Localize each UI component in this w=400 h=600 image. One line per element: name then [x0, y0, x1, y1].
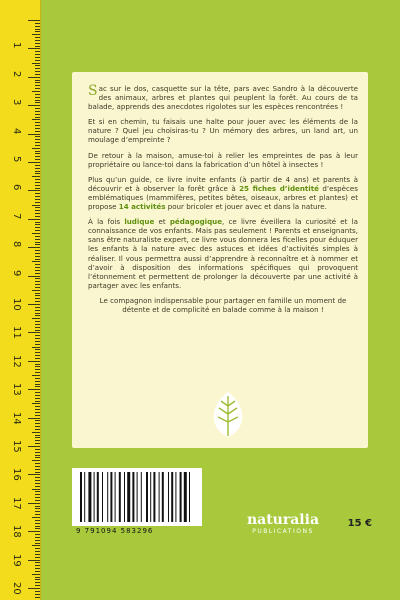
ruler-tick [35, 117, 40, 118]
ruler-tick [35, 222, 40, 223]
ruler-tick [35, 591, 40, 592]
ruler-tick [28, 304, 40, 305]
barcode-bar [115, 472, 116, 522]
ruler-tick [35, 114, 40, 115]
ruler-tick [28, 105, 40, 106]
ruler-tick [28, 361, 40, 362]
ruler-tick [35, 236, 40, 237]
paragraph-3: De retour à la maison, amuse-toi à relier les empreintes de pas à leur propriétaire ou lance-toi dans la fabrication d’un hôtel à insectes ! [88, 150, 358, 169]
ruler-tick [32, 545, 40, 546]
ruler-tick [35, 497, 40, 498]
barcode-bar [102, 472, 103, 522]
ruler-number: 19 [11, 553, 22, 567]
ruler-number: 12 [11, 354, 22, 368]
ruler-tick [35, 295, 40, 296]
ruler-tick [35, 344, 40, 345]
ruler-tick [28, 219, 40, 220]
ruler-tick [35, 29, 40, 30]
ruler-tick [28, 134, 40, 135]
ruler-tick [35, 557, 40, 558]
ruler-tick [35, 491, 40, 492]
barcode-bar [97, 472, 99, 522]
ruler-tick [35, 548, 40, 549]
ruler-number: 1 [11, 42, 22, 49]
ruler-tick [35, 307, 40, 308]
description-text [88, 84, 358, 320]
ruler-tick [35, 440, 40, 441]
ruler-tick [35, 577, 40, 578]
barcode-bar [119, 472, 121, 522]
barcode-bar [110, 472, 112, 522]
ruler-tick [35, 369, 40, 370]
ruler-tick [32, 347, 40, 348]
publisher-name: naturalia [246, 512, 320, 528]
ruler-tick [35, 156, 40, 157]
barcode-bar [153, 472, 155, 522]
barcode-bar [94, 472, 95, 522]
ruler-tick [35, 457, 40, 458]
ruler-tick [35, 102, 40, 103]
ruler-number: 8 [11, 241, 22, 248]
ruler-tick [35, 193, 40, 194]
ruler [0, 0, 41, 600]
ruler-tick [32, 205, 40, 206]
ruler-tick [35, 151, 40, 152]
ruler-number: 9 [11, 269, 22, 276]
barcode-bar [132, 472, 134, 522]
ruler-tick [35, 543, 40, 544]
ruler-tick [35, 171, 40, 172]
ruler-tick [35, 477, 40, 478]
ruler-tick [28, 474, 40, 475]
ruler-tick [35, 284, 40, 285]
ruler-tick [35, 338, 40, 339]
ruler-tick [35, 31, 40, 32]
ruler-tick [35, 352, 40, 353]
ruler-tick [35, 88, 40, 89]
ruler-tick [35, 327, 40, 328]
ruler-tick [32, 63, 40, 64]
ruler-tick [35, 46, 40, 47]
ruler-tick [35, 60, 40, 61]
ruler-tick [35, 506, 40, 507]
ruler-tick [28, 389, 40, 390]
ruler-number: 11 [11, 326, 22, 340]
barcode-bar [127, 472, 130, 522]
publisher-logo [238, 512, 328, 535]
ruler-tick [32, 489, 40, 490]
ruler-tick [28, 531, 40, 532]
ruler-tick [35, 51, 40, 52]
ruler-tick [35, 224, 40, 225]
ruler-tick [35, 139, 40, 140]
ruler-tick [35, 145, 40, 146]
ruler-tick [35, 85, 40, 86]
ruler-tick [35, 528, 40, 529]
ruler-tick [35, 202, 40, 203]
drop-cap: S [88, 83, 98, 99]
ruler-number: 6 [11, 184, 22, 191]
ruler-tick [35, 165, 40, 166]
ruler-tick [35, 97, 40, 98]
ruler-tick [28, 560, 40, 561]
ruler-tick [35, 520, 40, 521]
ruler-tick [35, 244, 40, 245]
price: 15 € [347, 518, 372, 529]
paragraph-4-part-a: Plus qu’un guide, ce livre invite enfants (à partir de 4 ans) et parents à découvrir et à observer la forêt grâce à [88, 174, 358, 193]
ruler-tick [35, 386, 40, 387]
ruler-tick [35, 256, 40, 257]
ruler-tick [35, 173, 40, 174]
ruler-tick [35, 500, 40, 501]
ruler-tick [35, 40, 40, 41]
ruler-tick [35, 54, 40, 55]
ruler-tick [35, 37, 40, 38]
ruler-tick [35, 196, 40, 197]
ruler-tick [35, 153, 40, 154]
barcode-bar [146, 472, 148, 522]
ruler-tick [35, 537, 40, 538]
ruler-tick [35, 65, 40, 66]
ruler-tick [35, 210, 40, 211]
ruler-tick [35, 437, 40, 438]
ruler-tick [32, 375, 40, 376]
ruler-tick [35, 82, 40, 83]
paragraph-5-part-a: À la fois [88, 217, 121, 227]
ruler-tick [35, 179, 40, 180]
ruler-tick [35, 168, 40, 169]
ruler-tick [35, 466, 40, 467]
ruler-tick [28, 503, 40, 504]
ruler-tick [35, 486, 40, 487]
ruler-tick [28, 48, 40, 49]
ruler-tick [35, 392, 40, 393]
ruler-tick [35, 480, 40, 481]
ruler-tick [35, 366, 40, 367]
ruler-tick [35, 378, 40, 379]
ruler-tick [35, 381, 40, 382]
highlight-ludique: ludique [124, 217, 155, 227]
ruler-tick [28, 588, 40, 589]
ruler-tick [35, 426, 40, 427]
barcode-number: 9 791094 583296 [76, 527, 154, 535]
publisher-sub: PUBLICATIONS [252, 528, 314, 535]
ruler-tick [32, 318, 40, 319]
ruler-tick [35, 449, 40, 450]
ruler-number: 14 [11, 411, 22, 425]
ruler-tick [35, 182, 40, 183]
ruler-tick [35, 80, 40, 81]
ruler-tick [35, 335, 40, 336]
ruler-tick [35, 264, 40, 265]
ruler-number: 18 [11, 525, 22, 538]
ruler-tick [35, 57, 40, 58]
ruler-tick [35, 483, 40, 484]
barcode-bar [180, 472, 182, 522]
ruler-tick [35, 207, 40, 208]
ruler-tick [35, 273, 40, 274]
ruler-tick [35, 242, 40, 243]
ruler-tick [35, 321, 40, 322]
ruler-tick [35, 287, 40, 288]
paragraph-4 [88, 175, 358, 211]
ruler-tick [28, 162, 40, 163]
ruler-tick [35, 188, 40, 189]
paragraph-5-part-c: et [158, 217, 166, 227]
ruler-number: 2 [11, 70, 22, 78]
ruler-tick [35, 43, 40, 44]
ruler-tick [35, 398, 40, 399]
ruler-tick [35, 26, 40, 27]
ruler-tick [28, 446, 40, 447]
ruler-tick [35, 452, 40, 453]
paragraph-1 [88, 84, 358, 111]
highlight-pedagogique: pédagogique [169, 217, 223, 227]
ruler-tick [32, 119, 40, 120]
ruler-tick [35, 293, 40, 294]
ruler-tick [35, 185, 40, 186]
paragraph-5-part-e: , ce livre éveillera la curiosité et la connaissance de vos enfants. Mais pas seulement ! Parents et enseignants, sans être naturaliste expert, ce livre vous donnera les ficelles pour éduquer les enfants à la nature avec des astuces et idées d’activités simples à réaliser. Il vous permettra aussi d’apprendre à reconnaître et à nommer et d’avoir à disposition des informations spécifiques qui provoquent l’étonnement et permettent de prolonger la découverte par une activité à partager avec les enfants. [88, 217, 358, 290]
ruler-tick [35, 213, 40, 214]
ruler-tick [35, 355, 40, 356]
ruler-tick [35, 74, 40, 75]
ruler-tick [35, 250, 40, 251]
ruler-tick [35, 71, 40, 72]
ruler-tick [35, 136, 40, 137]
ruler-tick [35, 423, 40, 424]
ruler-tick [35, 511, 40, 512]
ruler-tick [35, 494, 40, 495]
ruler-tick [28, 20, 40, 21]
ruler-tick [32, 432, 40, 433]
ruler-number: 13 [11, 383, 22, 396]
ruler-tick [35, 278, 40, 279]
barcode [72, 468, 202, 526]
barcode-bar [189, 472, 190, 522]
ruler-tick [32, 148, 40, 149]
ruler-tick [35, 412, 40, 413]
leaf-icon [209, 390, 247, 438]
ruler-tick [35, 562, 40, 563]
ruler-tick [28, 247, 40, 248]
ruler-tick [35, 364, 40, 365]
ruler-tick [35, 230, 40, 231]
ruler-tick [35, 508, 40, 509]
ruler-tick [35, 443, 40, 444]
ruler-tick [28, 332, 40, 333]
ruler-tick [35, 551, 40, 552]
ruler-tick [32, 91, 40, 92]
ruler-number: 15 [11, 440, 22, 453]
ruler-tick [35, 253, 40, 254]
ruler-tick [35, 68, 40, 69]
ruler-tick [35, 568, 40, 569]
ruler-tick [35, 125, 40, 126]
paragraph-2: Et si en chemin, tu faisais une halte pour jouer avec les éléments de la nature ? Quel jeu choisiras-tu ? Un mémory des arbres, un land art, un moulage d’empreinte ? [88, 117, 358, 145]
ruler-tick [35, 526, 40, 527]
barcode-bar [175, 472, 176, 522]
barcode-bar [88, 472, 91, 522]
ruler-tick [35, 281, 40, 282]
ruler-tick [35, 313, 40, 314]
ruler-tick [35, 301, 40, 302]
ruler-tick [35, 227, 40, 228]
ruler-tick [35, 94, 40, 95]
ruler-tick [35, 429, 40, 430]
ruler-tick [35, 582, 40, 583]
ruler-tick [35, 534, 40, 535]
ruler-tick [35, 159, 40, 160]
ruler-tick [35, 585, 40, 586]
ruler-tick [35, 597, 40, 598]
ruler-tick [32, 261, 40, 262]
ruler-tick [35, 594, 40, 595]
ruler-tick [35, 108, 40, 109]
ruler-tick [35, 372, 40, 373]
barcode-bar [162, 472, 164, 522]
ruler-tick [32, 574, 40, 575]
barcode-bar [137, 472, 138, 522]
ruler-tick [35, 420, 40, 421]
barcode-bar [159, 472, 160, 522]
ruler-tick [35, 270, 40, 271]
ruler-tick [28, 418, 40, 419]
barcode-bar [168, 472, 169, 522]
ruler-number: 17 [11, 496, 22, 510]
paragraph-4-part-e: pour bricoler et jouer avec et dans la nature. [167, 202, 327, 212]
barcode-bar [171, 472, 173, 522]
ruler-tick [35, 267, 40, 268]
ruler-tick [35, 472, 40, 473]
ruler-tick [32, 403, 40, 404]
ruler-tick [35, 409, 40, 410]
paragraph-5 [88, 217, 358, 290]
barcode-bar [124, 472, 125, 522]
ruler-tick [35, 239, 40, 240]
barcode-bar [150, 472, 151, 522]
ruler-tick [35, 330, 40, 331]
ruler-tick [35, 415, 40, 416]
ruler-tick [35, 100, 40, 101]
barcode-bar [80, 472, 82, 522]
ruler-tick [35, 565, 40, 566]
ruler-tick [28, 276, 40, 277]
ruler-tick [35, 469, 40, 470]
ruler-tick [35, 23, 40, 24]
barcode-bar [141, 472, 142, 522]
ruler-number: 5 [11, 156, 22, 163]
ruler-tick [35, 463, 40, 464]
ruler-tick [35, 435, 40, 436]
ruler-tick [32, 290, 40, 291]
barcode-bar [107, 472, 108, 522]
ruler-tick [32, 460, 40, 461]
ruler-number: 10 [11, 298, 22, 311]
barcode-bar [84, 472, 85, 522]
ruler-tick [35, 324, 40, 325]
ruler-tick [35, 199, 40, 200]
ruler-tick [35, 341, 40, 342]
ruler-tick [35, 523, 40, 524]
ruler-tick [35, 310, 40, 311]
ruler-number: 20 [11, 582, 22, 595]
barcode-bar [184, 472, 187, 522]
ruler-tick [32, 233, 40, 234]
ruler-tick [35, 349, 40, 350]
ruler-tick [35, 540, 40, 541]
ruler-tick [35, 142, 40, 143]
ruler-tick [35, 131, 40, 132]
paragraph-4-part-c: d’espèces emblématiques (mammifères, petites bêtes, oiseaux, arbres et plantes) et propose [88, 183, 358, 212]
ruler-tick [35, 395, 40, 396]
ruler-tick [28, 190, 40, 191]
ruler-tick [35, 111, 40, 112]
highlight-fiches: 25 fiches d’identité [239, 183, 319, 193]
ruler-tick [35, 298, 40, 299]
ruler-tick [35, 514, 40, 515]
ruler-tick [35, 122, 40, 123]
ruler-tick [35, 455, 40, 456]
ruler-tick [35, 401, 40, 402]
ruler-tick [35, 384, 40, 385]
closing-paragraph: Le compagnon indispensable pour partager en famille un moment de détente et de complicité en balade comme à la maison ! [99, 295, 347, 314]
ruler-tick [35, 216, 40, 217]
ruler-tick [35, 128, 40, 129]
ruler-number: 3 [11, 99, 22, 106]
ruler-number: 7 [11, 212, 22, 220]
paragraph-1-text: ac sur le dos, casquette sur la tête, pars avec Sandro à la découverte des animaux, arbres et plantes qui peuplent la forêt. Au cours de ta balade, apprends des anecdotes rigolotes sur les espèces rencontrées ! [88, 84, 358, 112]
ruler-tick [32, 517, 40, 518]
ruler-tick [28, 77, 40, 78]
barcode-bars [72, 468, 202, 526]
ruler-tick [35, 259, 40, 260]
ruler-tick [35, 315, 40, 316]
ruler-tick [32, 34, 40, 35]
ruler-tick [32, 176, 40, 177]
ruler-tick [35, 406, 40, 407]
ruler-tick [35, 358, 40, 359]
ruler-tick [35, 571, 40, 572]
ruler-tick [35, 579, 40, 580]
ruler-tick [35, 554, 40, 555]
ruler-number: 4 [11, 127, 22, 134]
highlight-activites: 14 activités [118, 202, 166, 212]
ruler-number: 16 [11, 468, 22, 482]
